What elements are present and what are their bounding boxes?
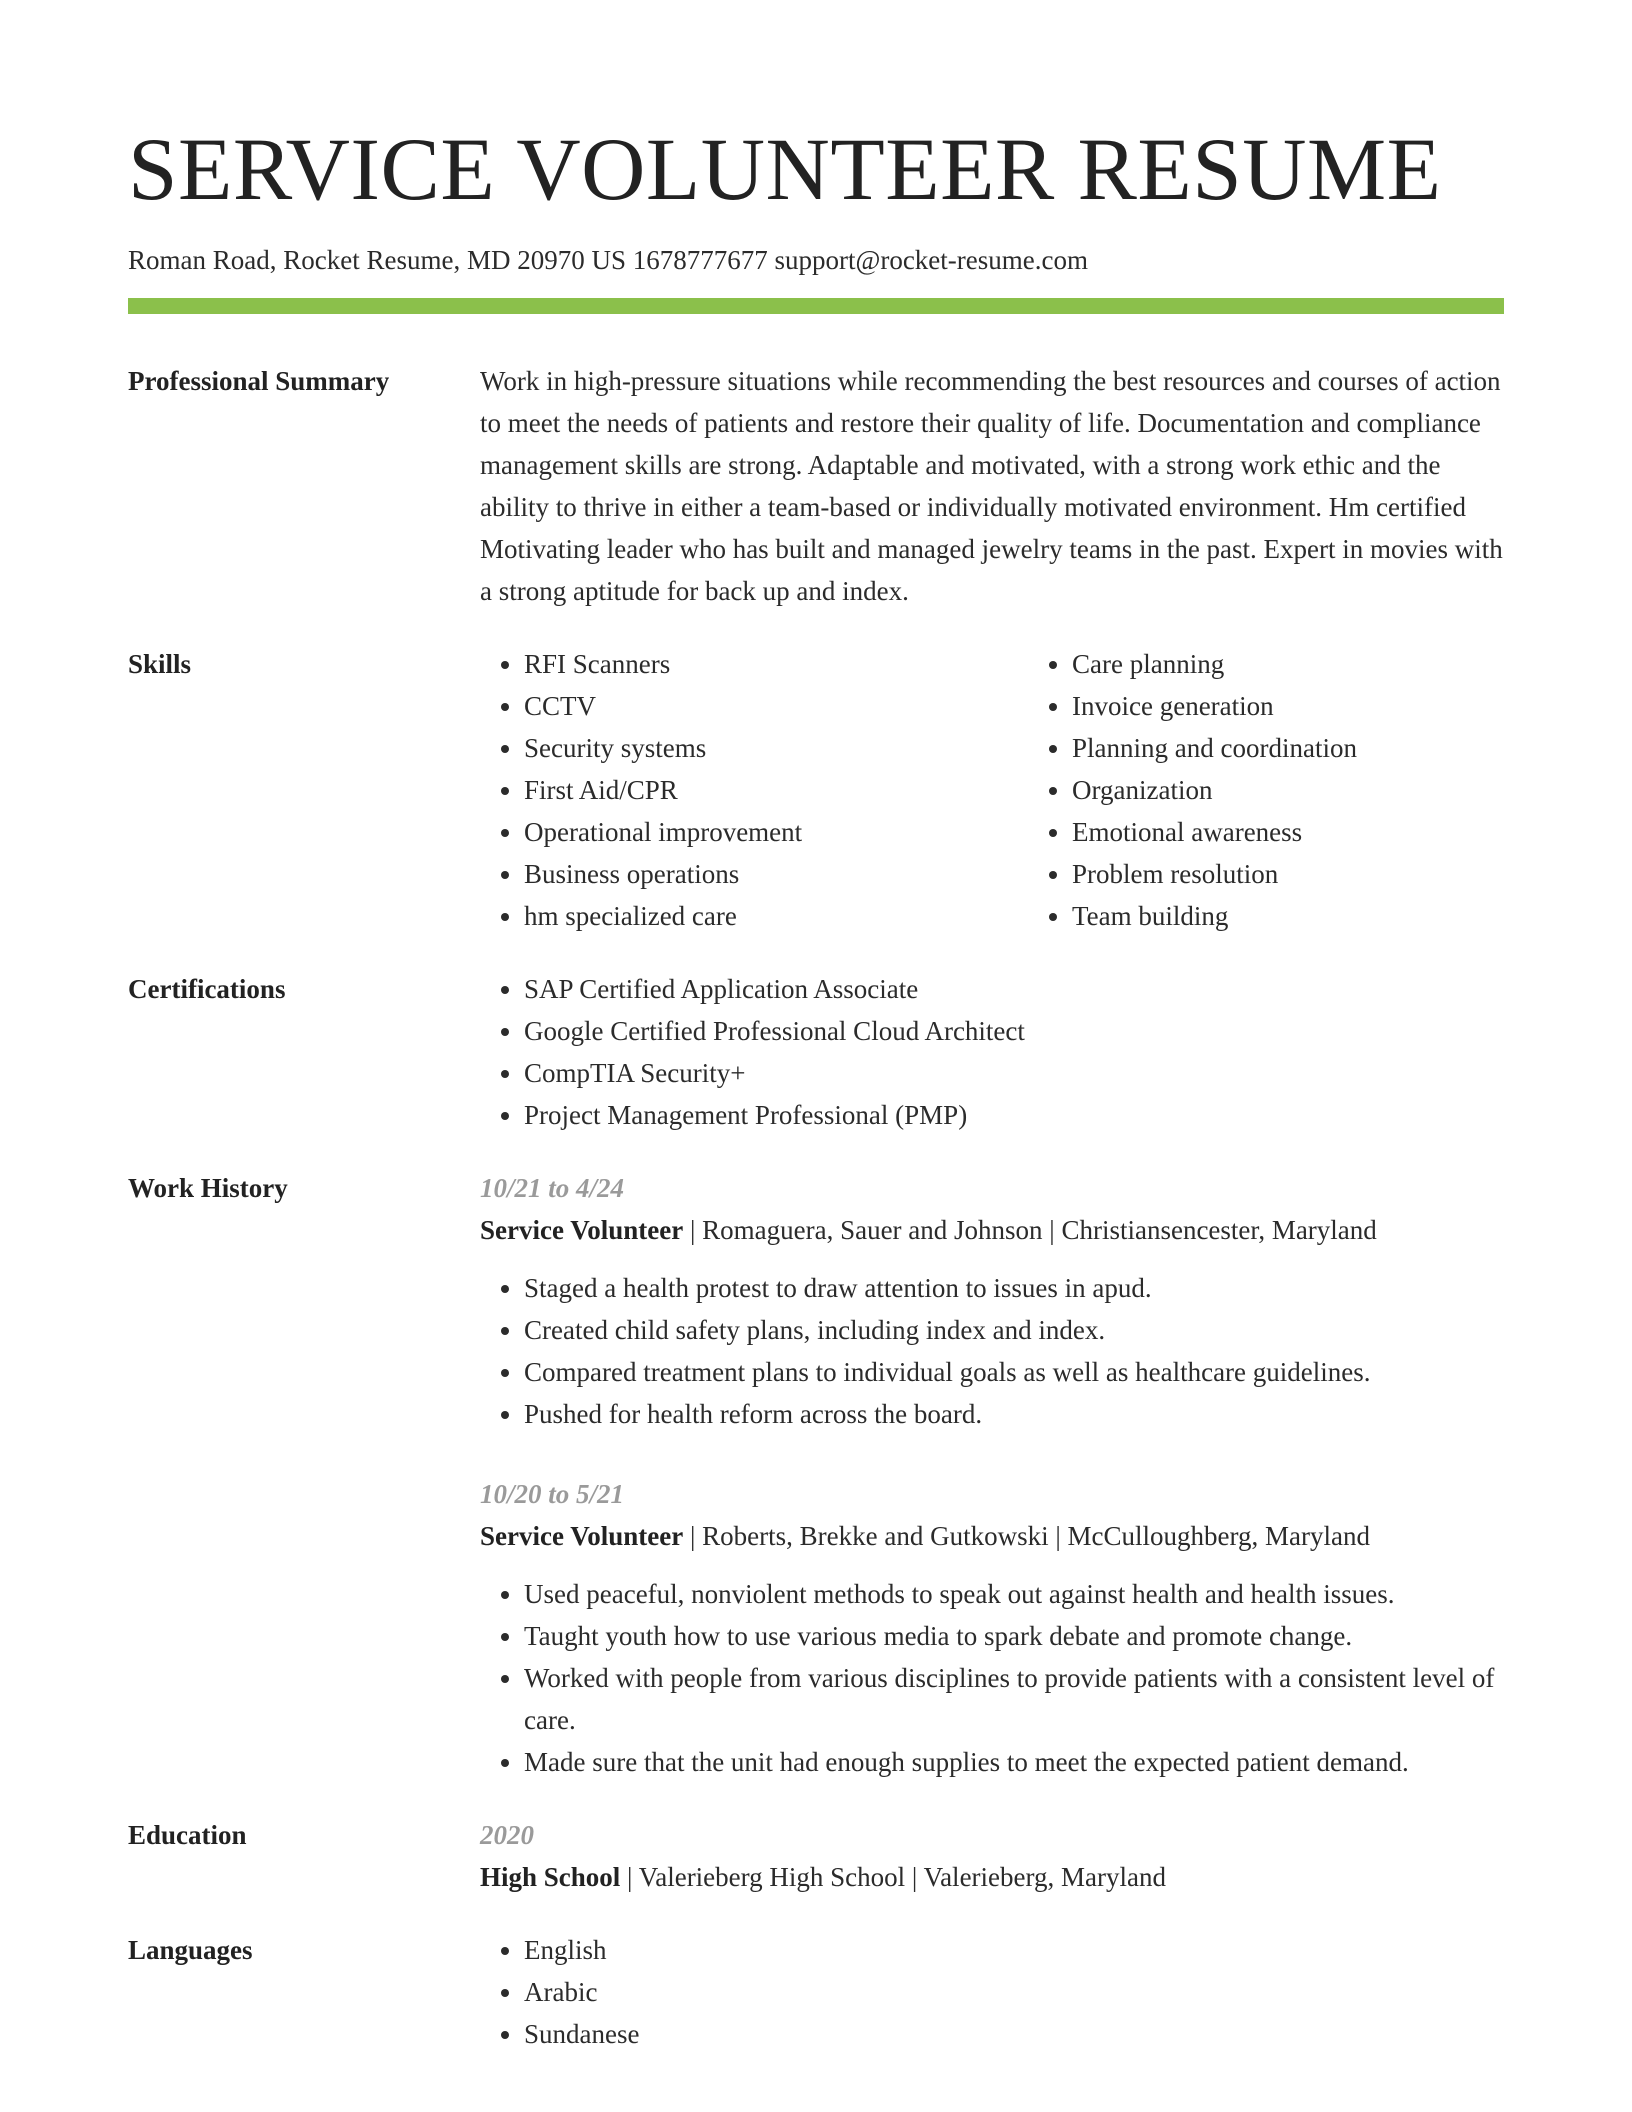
- education-date: 2020: [480, 1820, 534, 1850]
- language-item: • Arabic: [524, 1971, 1504, 2013]
- job-bullet: • Pushed for health reform across the board.: [524, 1393, 1504, 1435]
- job-employer-location: | Roberts, Brekke and Gutkowski | McCulloughberg, Maryland: [683, 1521, 1370, 1551]
- header-divider: [128, 298, 1504, 314]
- education-body: [480, 1814, 1504, 1898]
- skills-list-right: [1028, 643, 1576, 937]
- skill-item: • Problem resolution: [1072, 853, 1576, 895]
- section-label-skills: Skills: [128, 649, 192, 679]
- certification-item: • Google Certified Professional Cloud Architect: [524, 1010, 1504, 1052]
- skill-item: • CCTV: [524, 685, 1028, 727]
- certifications-list: [480, 968, 1504, 1136]
- skill-item: • Security systems: [524, 727, 1028, 769]
- certification-item: • CompTIA Security+: [524, 1052, 1504, 1094]
- job-bullet: • Worked with people from various disciplines to provide patients with a consistent level of care.: [524, 1657, 1504, 1741]
- job-heading: [480, 1515, 1504, 1557]
- certifications-body: [480, 968, 1504, 1136]
- contact-line: Roman Road, Rocket Resume, MD 20970 US 1678777677 support@rocket-resume.com: [128, 245, 1088, 275]
- education-heading: [480, 1856, 1504, 1898]
- skills-body: [480, 643, 1576, 937]
- job-employer-location: | Romaguera, Sauer and Johnson | Christiansencester, Maryland: [683, 1215, 1377, 1245]
- job-entry: [480, 1473, 1504, 1783]
- skill-item: • RFI Scanners: [524, 643, 1028, 685]
- language-item: • English: [524, 1929, 1504, 1971]
- section-label-education: Education: [128, 1820, 247, 1850]
- work-history-body: [480, 1167, 1504, 1783]
- job-dates: 10/20 to 5/21: [480, 1479, 625, 1509]
- certification-item: • Project Management Professional (PMP): [524, 1094, 1504, 1136]
- job-bullet: • Created child safety plans, including index and index.: [524, 1309, 1504, 1351]
- skill-item: • First Aid/CPR: [524, 769, 1028, 811]
- education-section: [128, 1814, 1504, 1898]
- job-heading: [480, 1209, 1504, 1251]
- skills-section: [128, 643, 1504, 937]
- job-bullet: • Compared treatment plans to individual goals as well as healthcare guidelines.: [524, 1351, 1504, 1393]
- section-label-certifications: Certifications: [128, 974, 286, 1004]
- section-label-languages: Languages: [128, 1935, 253, 1965]
- job-title: Service Volunteer: [480, 1521, 684, 1551]
- skill-item: • Business operations: [524, 853, 1028, 895]
- skill-item: • Operational improvement: [524, 811, 1028, 853]
- section-label-summary: Professional Summary: [128, 366, 390, 396]
- summary-section: [128, 360, 1504, 612]
- skill-item: • Care planning: [1072, 643, 1576, 685]
- work-history-section: [128, 1167, 1504, 1783]
- skill-item: • Organization: [1072, 769, 1576, 811]
- languages-body: [480, 1929, 1504, 2055]
- job-title: Service Volunteer: [480, 1215, 684, 1245]
- language-item: • Sundanese: [524, 2013, 1504, 2055]
- job-dates: 10/21 to 4/24: [480, 1173, 625, 1203]
- skill-item: • Emotional awareness: [1072, 811, 1576, 853]
- skill-item: • Planning and coordination: [1072, 727, 1576, 769]
- section-label-work-history: Work History: [128, 1173, 288, 1203]
- job-bullet: • Made sure that the unit had enough supplies to meet the expected patient demand.: [524, 1741, 1504, 1783]
- certification-item: • SAP Certified Application Associate: [524, 968, 1504, 1010]
- languages-section: [128, 1929, 1504, 2055]
- job-bullet-list: [480, 1573, 1504, 1783]
- languages-list: [480, 1929, 1504, 2055]
- skill-item: • Team building: [1072, 895, 1576, 937]
- resume-title: SERVICE VOLUNTEER RESUME: [128, 121, 1442, 219]
- skill-item: • hm specialized care: [524, 895, 1028, 937]
- education-school-location: | Valerieberg High School | Valerieberg, Maryland: [620, 1862, 1166, 1892]
- job-bullet: • Taught youth how to use various media to spark debate and promote change.: [524, 1615, 1504, 1657]
- summary-text: Work in high-pressure situations while recommending the best resources and courses of action to meet the needs of patients and restore their quality of life. Documentation and compliance management skills are strong. Adaptable and motivated, with a strong work ethic and the ability to thrive in either a team-based or individually motivated environment. Hm certified Motivating leader who has built and managed jewelry teams in the past. Expert in movies with a strong aptitude for back up and index.: [480, 366, 1503, 606]
- job-bullet: • Used peaceful, nonviolent methods to speak out against health and health issues.: [524, 1573, 1504, 1615]
- job-bullet: • Staged a health protest to draw attention to issues in apud.: [524, 1267, 1504, 1309]
- summary-body: [480, 360, 1504, 612]
- certifications-section: [128, 968, 1504, 1136]
- skill-item: • Invoice generation: [1072, 685, 1576, 727]
- education-degree: High School: [480, 1862, 621, 1892]
- job-entry: [480, 1167, 1504, 1435]
- job-bullet-list: [480, 1267, 1504, 1435]
- skills-list-left: [480, 643, 1028, 937]
